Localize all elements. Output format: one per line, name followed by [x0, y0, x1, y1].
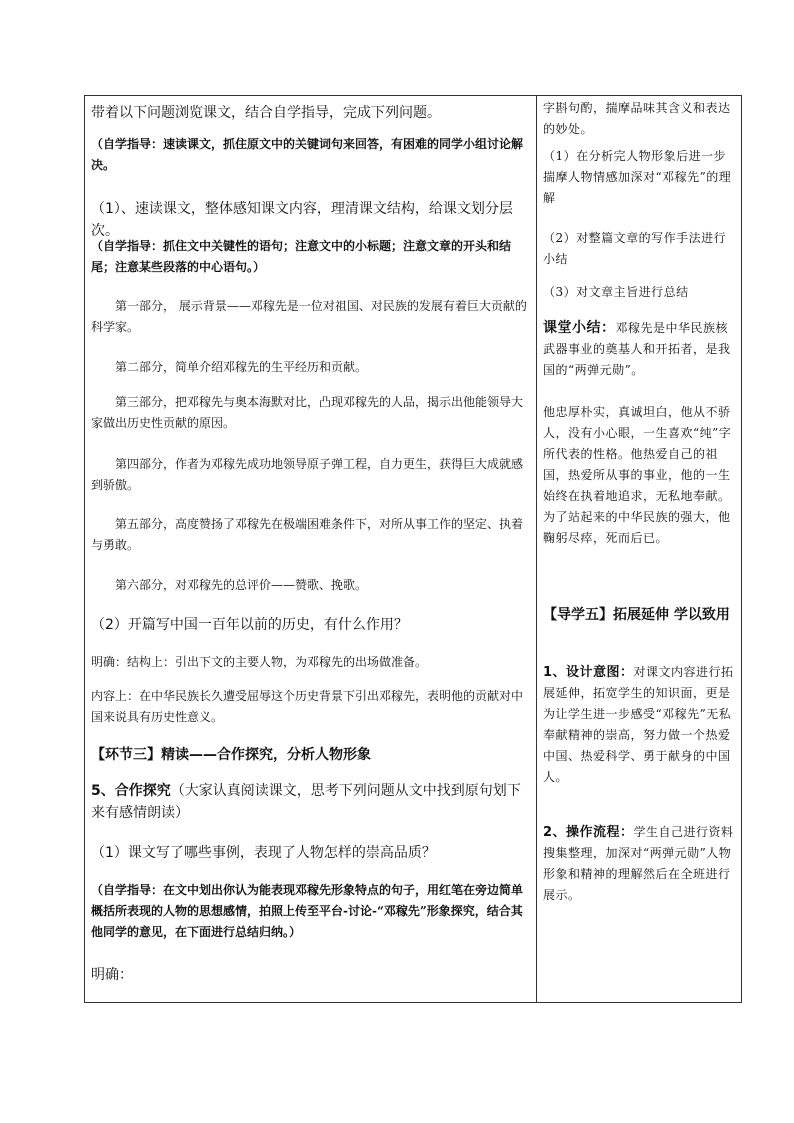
design-label: 1、设计意图： [543, 665, 634, 680]
question-3: （1）课文写了哪些事例，表现了人物怎样的崇高品质？ [91, 845, 436, 861]
column-divider [536, 96, 537, 1002]
part-6: 第六部分，对邓稼先的总评价——赞歌、挽歌。 [115, 578, 368, 592]
guide-label: （自学指导： [91, 137, 164, 151]
lesson-table [84, 95, 742, 1003]
part-1: 第一部分， 展示背景——邓稼先是一位对祖国、对民族的发展有着巨大贡献的科学家。 [91, 299, 527, 334]
question-1: （1）、速读课文，整体感知课文内容，理清课文结构，给课文划分层次。 [91, 201, 513, 239]
summary-label: 课堂小结： [543, 320, 616, 336]
right-continuation: 字斟句酌，揣摩品味其含义和表达的妙处。 [543, 101, 731, 136]
summary-paragraph: 他忠厚朴实，真诚坦白，他从不骄人，没有小心眼，一生喜欢“纯”字所代表的性格。他热爱自己的祖国，热爱所从事的事业，他的一生始终在执着地追求，无私地奉献。为了站起来的中华民族的强大，他鞠躬尽瘁，死而后已。 [543, 405, 732, 545]
part-3: 第三部分，把邓稼先与奥本海默对比，凸现邓稼先的人品，揭示出他能领导大家做出历史性贡献的原因。 [91, 395, 524, 430]
summary-text: 邓稼先是中华民族核武器事业的奠基人和开拓者，是我国的“两弹元勋”。 [543, 321, 731, 377]
answer-placeholder: 明确： [91, 967, 133, 983]
item-5-label: 5、合作探究 [91, 783, 171, 799]
item-5 [91, 780, 531, 824]
class-summary [543, 318, 737, 381]
part-2: 第二部分，简单介绍邓稼先的生平经历和贡献。 [115, 360, 368, 374]
answer-structure: 明确：结构上：引出下文的主要人物，为邓稼先的出场做准备。 [91, 655, 428, 669]
guide-label: （自学指导： [91, 883, 164, 897]
process-label: 2、操作流程： [543, 825, 634, 840]
answer-content: 内容上：在中华民族长久遭受屈辱这个历史背景下引出邓稼先，表明他的贡献对中国来说具有历史性意义。 [91, 689, 524, 724]
right-step-1: （1）在分析完人物形象后进一步揣摩人物情感加深对“邓稼先”的理解 [543, 149, 732, 205]
guide-5-title: 【导学五】拓展延伸 学以致用 [543, 607, 730, 623]
section-3-title: 【环节三】精读——合作探究，分析人物形象 [91, 747, 371, 763]
process-text: 学生自己进行资料搜集整理，加深对“两弹元勋”人物形象和精神的理解然后在全班进行展示。 [543, 825, 734, 902]
part-5: 第五部分，高度赞扬了邓稼先在极端困难条件下，对所从事工作的坚定、执着与勇敢。 [91, 517, 524, 552]
design-intent [543, 662, 737, 788]
part-4: 第四部分，作者为邓稼先成功地领导原子弹工程，自力更生，获得巨大成就感到骄傲。 [91, 457, 524, 492]
self-study-guide-1 [91, 134, 531, 176]
intro-text: 带着以下问题浏览课文，结合自学指导，完成下列问题。 [91, 105, 441, 121]
item-5-text: （大家认真阅读课文，思考下列问题从文中找到原句划下来有感情朗读） [91, 783, 521, 821]
self-study-guide-2: （自学指导：抓住文中关键性的语句；注意文中的小标题；注意文章的开头和结尾；注意某些段落的中心语句。） [91, 239, 512, 274]
operation-process [543, 822, 737, 906]
guide-text: 在文中划出你认为能表现邓稼先形象特点的句子，用红笔在旁边简单概括所表现的人物的思想感情，拍照上传至平台-讨论-“邓稼先”形象探究，结合其他同学的意见，在下面进行总结归纳。） [91, 883, 524, 939]
question-2: （2）开篇写中国一百年以前的历史，有什么作用？ [91, 617, 408, 633]
right-step-2: （2）对整篇文章的写作手法进行小结 [543, 231, 727, 266]
design-text: 对课文内容进行拓展延伸，拓宽学生的知识面，更是为让学生进一步感受“邓稼先”无私奉献精神的崇高，努力做一个热爱中国、热爱科学、勇于献身的中国人。 [543, 665, 734, 784]
right-step-3: （3）对文章主旨进行总结 [543, 285, 689, 299]
self-study-guide-3 [91, 880, 531, 943]
guide-text: 速读课文，抓住原文中的关键词句来回答，有困难的同学小组讨论解决。 [91, 137, 524, 172]
